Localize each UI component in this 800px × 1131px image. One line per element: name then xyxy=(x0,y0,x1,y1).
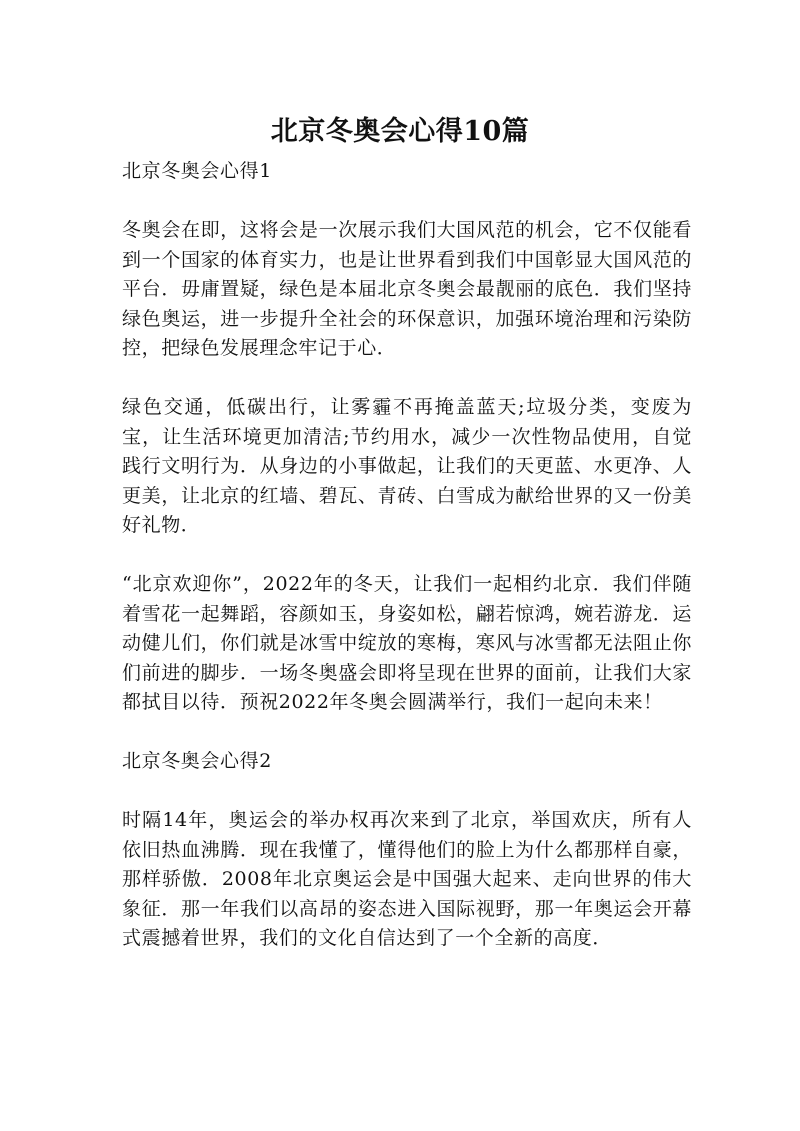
paragraph: 时隔14年，奥运会的举办权再次来到了北京，举国欢庆，所有人依旧热血沸腾．现在我懂了，懂得他们的脸上为什么都那样自豪，那样骄傲．2008年北京奥运会是中国强大起来、走向世界的伟大象征．那一年我们以高昂的姿态进入国际视野，那一年奥运会开幕式震撼着世界，我们的文化自信达到了一个全新的高度． xyxy=(122,809,692,949)
paragraph: 冬奥会在即，这将会是一次展示我们大国风范的机会，它不仅能看到一个国家的体育实力，也是让世界看到我们中国彰显大国风范的平台．毋庸置疑，绿色是本届北京冬奥会最靓丽的底色．我们坚持绿色奥运，进一步提升全社会的环保意识，加强环境治理和污染防控，把绿色发展理念牢记于心． xyxy=(122,219,692,359)
section-2 xyxy=(122,747,692,954)
document-title: 北京冬奥会心得10篇 xyxy=(270,116,530,147)
document-body xyxy=(122,157,692,954)
paragraph: 绿色交通，低碳出行，让雾霾不再掩盖蓝天;垃圾分类，变废为宝，让生活环境更加清洁;节约用水，减少一次性物品使用，自觉践行文明行为．从身边的小事做起，让我们的天更蓝、水更净、人更美，让北京的红墙、碧瓦、青砖、白雪成为献给世界的又一份美好礼物． xyxy=(122,396,692,536)
section-1 xyxy=(122,157,692,747)
section-heading: 北京冬奥会心得2 xyxy=(122,750,272,772)
paragraph: “北京欢迎你”，2022年的冬天，让我们一起相约北京．我们伴随着雪花一起舞蹈，容颜如玉，身姿如松，翩若惊鸿，婉若游龙．运动健儿们，你们就是冰雪中绽放的寒梅，寒风与冰雪都无法阻止你们前进的脚步．一场冬奥盛会即将呈现在世界的面前，让我们大家都拭目以待．预祝2022年冬奥会圆满举行，我们一起向未来！ xyxy=(122,573,692,713)
section-heading: 北京冬奥会心得1 xyxy=(122,160,272,182)
